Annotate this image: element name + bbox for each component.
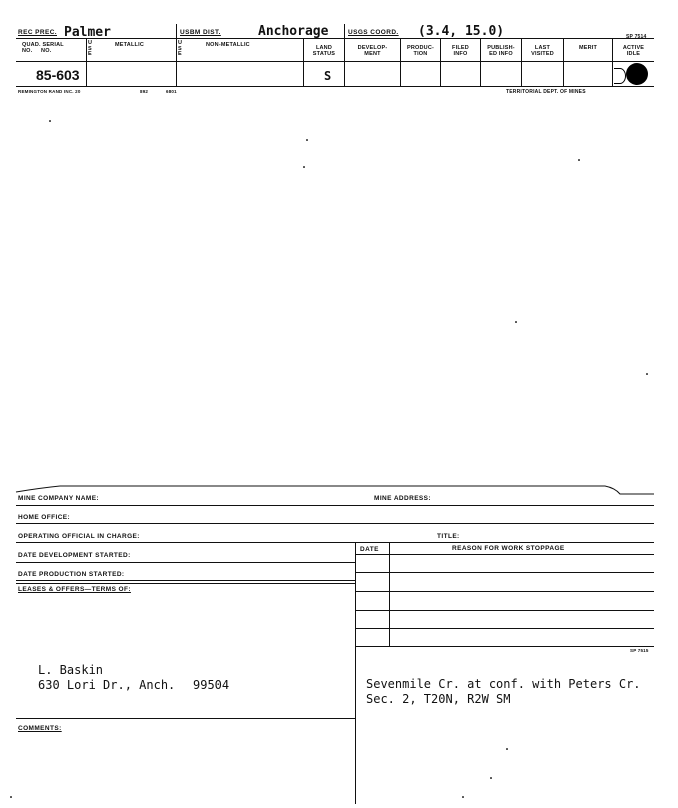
idle-punch-mark xyxy=(614,68,626,84)
reason-header: REASON FOR WORK STOPPAGE xyxy=(452,545,565,552)
use-nonmetallic-prefix: U S E xyxy=(178,40,183,57)
owner-name: L. Baskin xyxy=(38,663,104,677)
bottom-form-id: SP 7515 xyxy=(630,648,649,653)
active-punch-hole xyxy=(626,63,648,85)
date-production-started-label: DATE PRODUCTION STARTED: xyxy=(18,571,125,578)
land-status-value: S xyxy=(324,69,332,83)
top-form-id: SP 7514 xyxy=(626,34,647,40)
production-header: PRODUC- TION xyxy=(406,45,435,57)
merit-header: MERIT xyxy=(578,45,598,51)
home-office-label: HOME OFFICE: xyxy=(18,514,71,521)
top-footer-code2: 6801 xyxy=(166,89,177,94)
top-footer-printer: REMINGTON RAND INC. 20 xyxy=(18,89,81,94)
use-metallic-prefix: U S E xyxy=(88,40,93,57)
leases-offers-label: LEASES & OFFERS—TERMS OF: xyxy=(18,586,131,593)
active-idle-header: ACTIVE IDLE xyxy=(622,45,645,57)
operating-official-label: OPERATING OFFICIAL IN CHARGE: xyxy=(18,533,140,540)
filed-info-header: FILED INFO xyxy=(452,45,469,57)
usbm-dist-label: USBM DIST. xyxy=(180,29,221,36)
top-footer-dept: TERRITORIAL DEPT. OF MINES xyxy=(506,89,586,95)
comments-label: COMMENTS: xyxy=(18,725,62,732)
rec-prec-value: Palmer xyxy=(64,25,111,40)
location-line-1: Sevenmile Cr. at conf. with Peters Cr. xyxy=(366,677,641,691)
usgs-coord-value: (3.4, 15.0) xyxy=(418,24,505,39)
serial-value: 85-603 xyxy=(36,67,80,83)
usbm-dist-value: Anchorage xyxy=(258,24,329,39)
land-status-header: LAND STATUS xyxy=(312,45,336,57)
owner-address: 630 Lori Dr., Anch. xyxy=(38,678,176,692)
last-visited-header: LAST VISITED xyxy=(531,45,554,57)
non-metallic-header: NON-METALLIC xyxy=(206,42,250,48)
owner-zip: 99504 xyxy=(193,678,230,692)
title-label: TITLE: xyxy=(437,533,460,540)
mine-address-label: MINE ADDRESS: xyxy=(374,495,431,502)
quad-serial-header: QUAD. SERIAL NO. NO. xyxy=(22,42,64,54)
rec-prec-label: REC PREC. xyxy=(18,29,57,36)
development-header: DEVELOP- MENT xyxy=(357,45,388,57)
metallic-header: METALLIC xyxy=(115,42,144,48)
published-info-header: PUBLISH- ED INFO xyxy=(487,45,515,57)
usgs-coord-label: USGS COORD. xyxy=(348,29,399,36)
location-line-2: Sec. 2, T20N, R2W SM xyxy=(366,692,511,706)
date-development-started-label: DATE DEVELOPMENT STARTED: xyxy=(18,552,131,559)
date-header: DATE xyxy=(360,546,379,553)
mine-company-name-label: MINE COMPANY NAME: xyxy=(18,495,99,502)
top-footer-code1: 892 xyxy=(140,89,149,94)
card-top-edge xyxy=(0,480,678,500)
